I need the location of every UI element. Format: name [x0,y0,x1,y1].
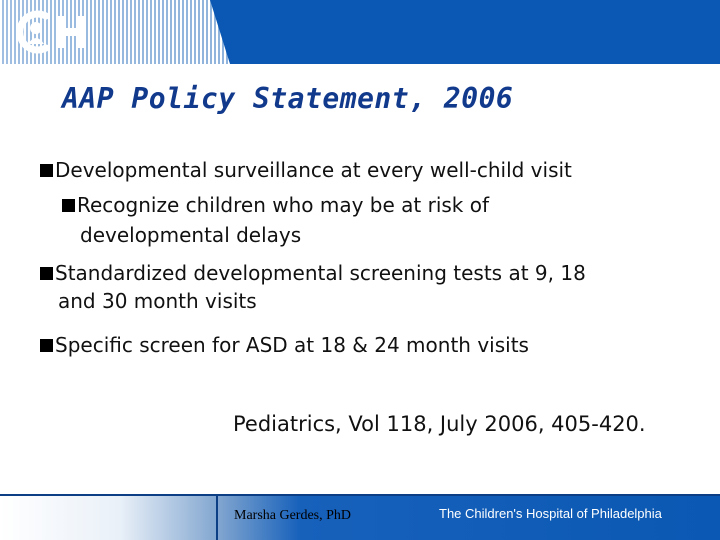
citation: Pediatrics, Vol 118, July 2006, 405-420. [233,412,646,436]
square-bullet-icon [62,199,75,212]
square-bullet-icon [40,267,53,280]
square-bullet-icon [40,164,53,177]
chop-logo-icon [12,6,98,58]
sub-bullet-continuation: developmental delays [80,223,302,247]
bullet-label: Developmental surveillance at every well-child visit [55,158,572,182]
footer-organization: The Children's Hospital of Philadelphia [439,506,662,521]
footer-divider [216,494,218,540]
bullet-label: Standardized developmental screening tests at 9, 18 [55,261,586,285]
bullet-item [40,155,572,185]
footer-author: Marsha Gerdes, PhD [234,508,352,523]
page-title: AAP Policy Statement, 2006 [62,82,514,115]
sub-bullet-item [62,190,489,220]
footer-top-line [0,494,720,496]
bullet-item [40,330,529,360]
bullet-item [40,258,586,288]
square-bullet-icon [40,339,53,352]
bullet-continuation: and 30 month visits [58,289,257,313]
bullet-label: Specific screen for ASD at 18 & 24 month visits [55,333,529,357]
bullet-label: Recognize children who may be at risk of [77,193,490,217]
